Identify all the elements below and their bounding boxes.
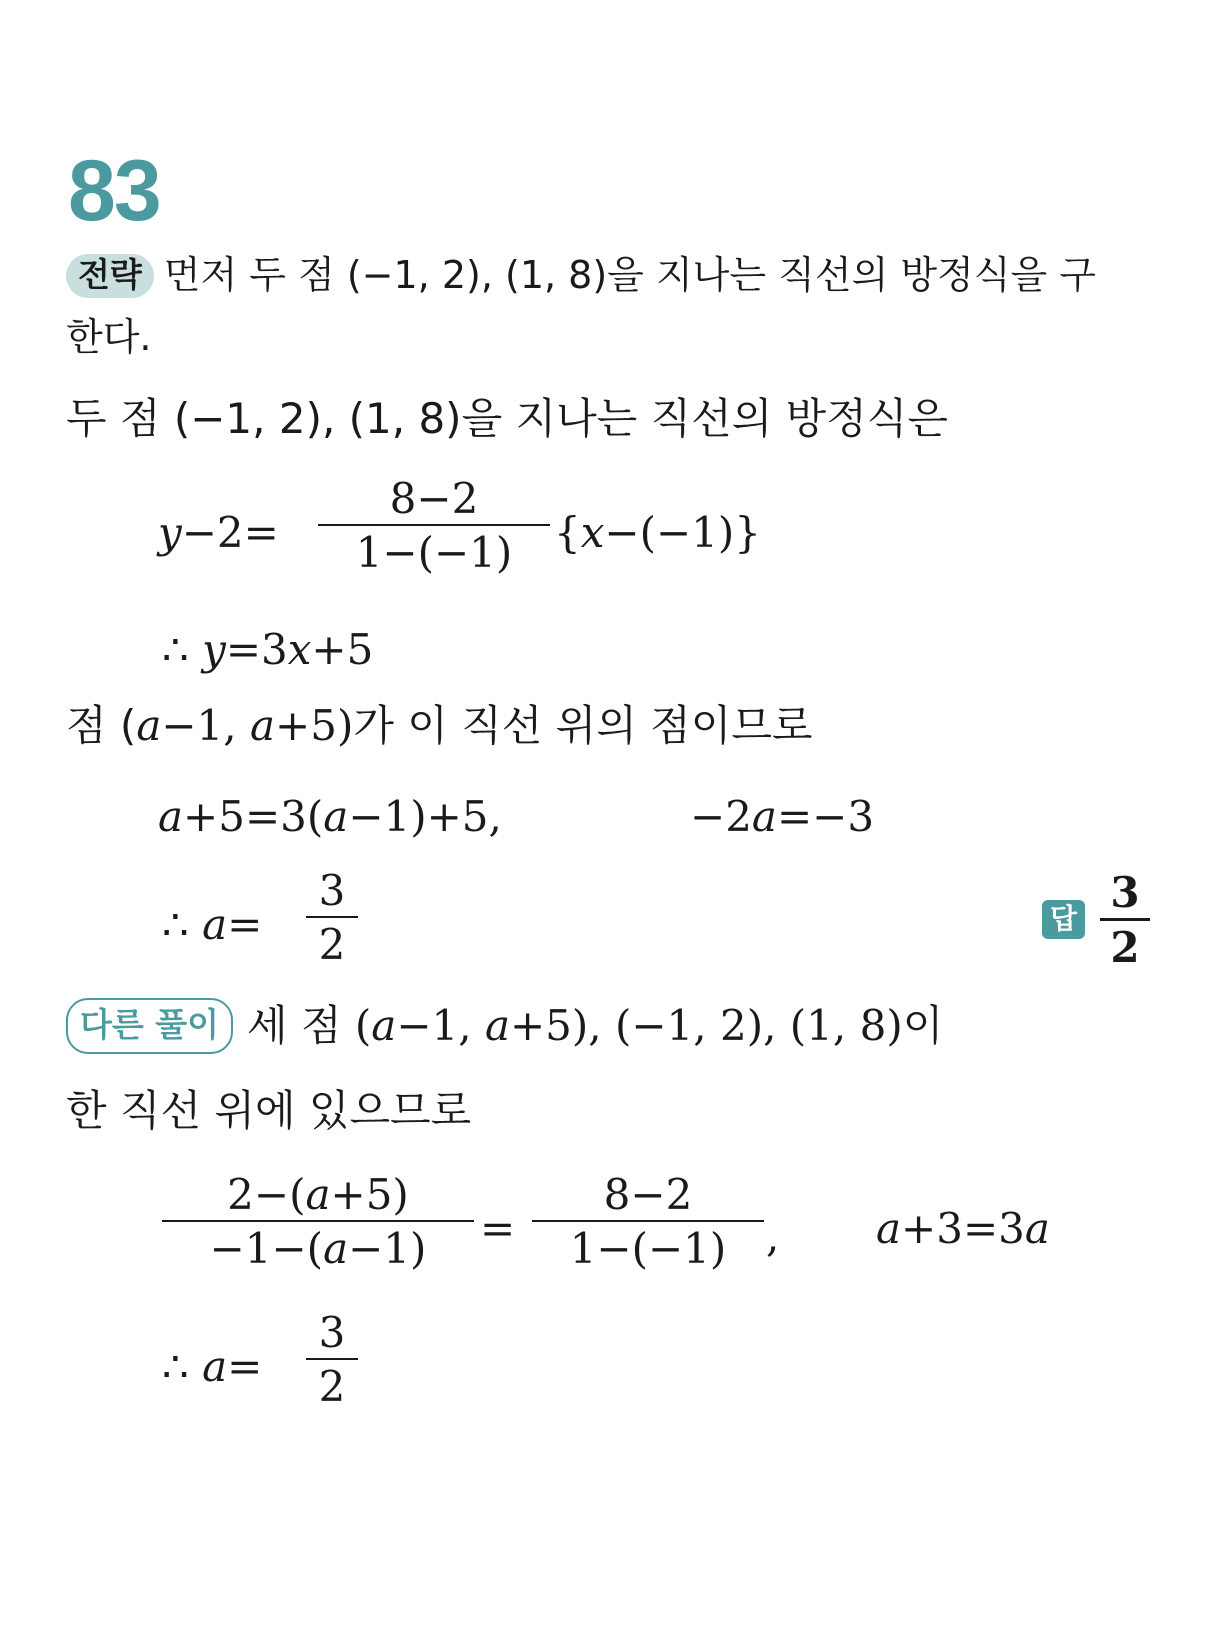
alt-final-left: ∴ a= — [162, 1342, 263, 1391]
strategy-badge: 전략 — [66, 254, 154, 298]
alt-frac1-numerator: 2−(a+5) — [227, 1170, 409, 1219]
alt-equals: = — [480, 1204, 516, 1253]
solution-intro: 두 점 (−1, 2), (1, 8)을 지나는 직선의 방정식은 — [66, 394, 948, 443]
alt-line-1: 다른 풀이 세 점 (a−1, a+5), (−1, 2), (1, 8)이 — [66, 998, 943, 1054]
eq1-numerator: 8−2 — [389, 474, 479, 523]
eq4-numerator: 3 — [318, 866, 346, 915]
answer-numerator: 3 — [1110, 868, 1140, 917]
eq1-fraction — [318, 474, 550, 577]
alt-frac2-denominator: 1−(−1) — [569, 1224, 727, 1273]
answer-badge: 답 — [1042, 900, 1085, 939]
alt-frac1 — [162, 1170, 474, 1273]
strategy-text-1: 먼저 두 점 (−1, 2), (1, 8)을 지나는 직선의 방정식을 구 — [163, 253, 1096, 297]
problem-number: 83 — [68, 143, 160, 239]
eq3b: −2a=−3 — [690, 792, 875, 841]
eq1-denominator: 1−(−1) — [355, 528, 513, 577]
alt-frac1-denominator: −1−(a−1) — [209, 1224, 427, 1273]
eq1-right: {x−(−1)} — [554, 508, 762, 557]
alt-final-denominator: 2 — [318, 1362, 346, 1411]
eq3a: a+5=3(a−1)+5, — [158, 792, 502, 841]
eq1-left: y−2= — [158, 508, 279, 557]
alt-frac2-numerator: 8−2 — [603, 1170, 693, 1219]
strategy-line-2: 한다. — [66, 315, 152, 359]
answer-fraction — [1100, 868, 1150, 972]
eq4-left: ∴ a= — [162, 900, 263, 949]
point-text: 점 (a−1, a+5)가 이 직선 위의 점이므로 — [66, 701, 813, 750]
alt-final-fraction — [306, 1308, 358, 1411]
answer-denominator: 2 — [1110, 923, 1140, 972]
alt-eq-right: a+3=3a — [876, 1204, 1050, 1253]
alt-line-2: 한 직선 위에 있으므로 — [66, 1086, 472, 1135]
alt-comma: , — [766, 1212, 780, 1261]
answer-badge-wrap — [1042, 900, 1085, 939]
alt-badge: 다른 풀이 — [66, 998, 233, 1054]
alt-frac2 — [532, 1170, 764, 1273]
eq2: ∴ y=3x+5 — [162, 625, 374, 674]
alt-final-numerator: 3 — [318, 1308, 346, 1357]
strategy-line-1 — [66, 254, 1096, 298]
eq4-fraction — [306, 866, 358, 969]
eq4-denominator: 2 — [318, 920, 346, 969]
